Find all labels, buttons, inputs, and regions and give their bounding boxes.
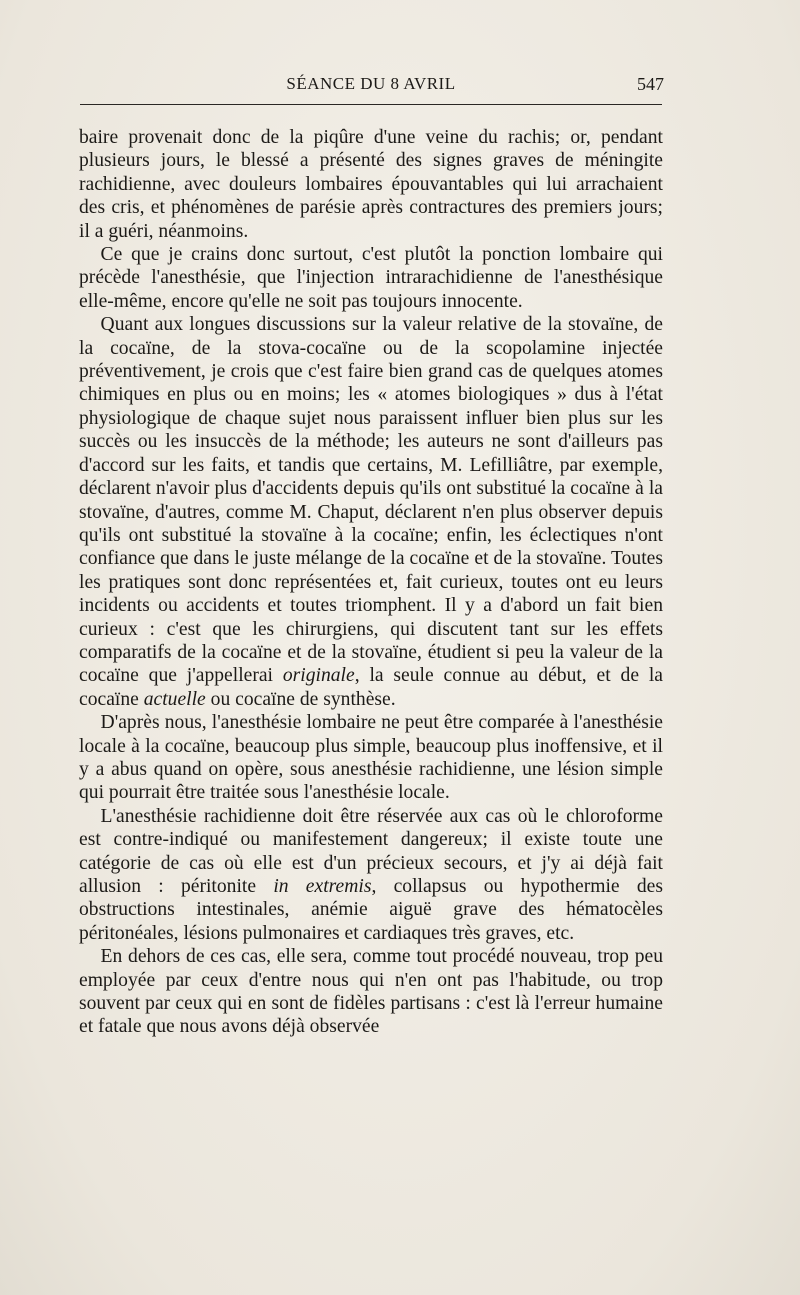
text-run: D'après nous, l'anesthésie lombaire ne peut être comparée à l'anesthésie locale à la cocaïne, beaucoup plus simple, beaucoup plus inoffensive, et il y a abus quand on opère, sous anesthésie rachidienne, une lésion simple qui pourrait être traitée sous l'anesthésie locale. [79,712,663,804]
paragraph [79,126,663,243]
running-title: SÉANCE DU 8 AVRIL [286,74,456,93]
body-text [79,126,663,1039]
text-run: , la seule connue au début, et de la cocaïne [79,665,664,710]
italic-text: actuelle [143,688,206,710]
paragraph [79,243,663,313]
paragraph [79,313,663,711]
paragraph [79,711,663,805]
text-run: En dehors de ces cas, elle sera, comme tout procédé nouveau, trop peu employée par ceux d'entre nous qui n'en ont pas l'habitude, ou trop souvent par ceux qui en sont de fidèles partisans : c'est là l'erreur humaine et fatale que nous avons déjà observée [79,946,663,1038]
italic-text: originale [282,665,355,687]
page-header [78,74,664,102]
paragraph [79,805,663,945]
text-run: ou cocaïne de synthèse. [205,688,396,710]
paragraph [79,945,663,1039]
page-number: 547 [637,74,664,94]
text-run: Ce que je crains donc surtout, c'est plutôt la ponction lombaire qui précède l'anesthésie, que l'injection intrarachidienne de l'anesthésique elle-même, encore qu'elle ne soit pas toujours innocente. [79,244,663,312]
header-rule [80,104,662,105]
text-run: L'anesthésie rachidienne doit être réservée aux cas où le chloroforme est contre-indiqué ou manifestement dangereux; il existe toute une catégorie de cas où elle est d'un précieux secours, et j'y ai déjà fait allusion : péritonite [79,805,663,897]
text-run: baire provenait donc de la piqûre d'une veine du rachis; or, pendant plusieurs jours, le blessé a présenté des signes graves de méningite rachidienne, avec douleurs lombaires épouvantables qui lui arrachaient des cris, et phénomènes de parésie après contractures des premiers jours; il a guéri, néanmoins. [79,127,663,242]
text-run: , collapsus ou hypothermie des obstructions intestinales, anémie aiguë grave des hématocèles péritonéales, lésions pulmonaires et cardiaques très graves, etc. [79,876,663,944]
italic-text: in extremis [273,876,372,897]
text-run: Quant aux longues discussions sur la valeur relative de la stovaïne, de la cocaïne, de la stova-cocaïne ou de la scopolamine injectée préventivement, je crois que c'est faire bien grand cas de quelques atomes chimiques en plus ou en moins; les « atomes biologiques » dus à l'état physiologique de chaque sujet nous paraissent influer bien plus sur les succès ou les insuccès de la méthode; les auteurs ne sont d'ailleurs pas d'accord sur les faits, et tandis que certains, M. Lefilliâtre, par exemple, déclarent n'avoir plus d'accidents depuis qu'ils ont substitué la cocaïne à la stovaïne, d'autres, comme M. Chaput, déclarent n'en plus observer depuis qu'ils ont substitué la stovaïne à la cocaïne; enfin, les éclectiques n'ont confiance que dans le juste mélange de la cocaïne et de la stovaïne. Toutes les pratiques sont donc représentées et, fait curieux, toutes ont eu leurs incidents ou accidents et toutes triomphent. Il y a d'abord un fait bien curieux : c'est que les chirurgiens, qui discutent tant sur les effets comparatifs de la cocaïne et de la stovaïne, étudient si peu la valeur de la cocaïne que j'appellerai [79,314,663,687]
